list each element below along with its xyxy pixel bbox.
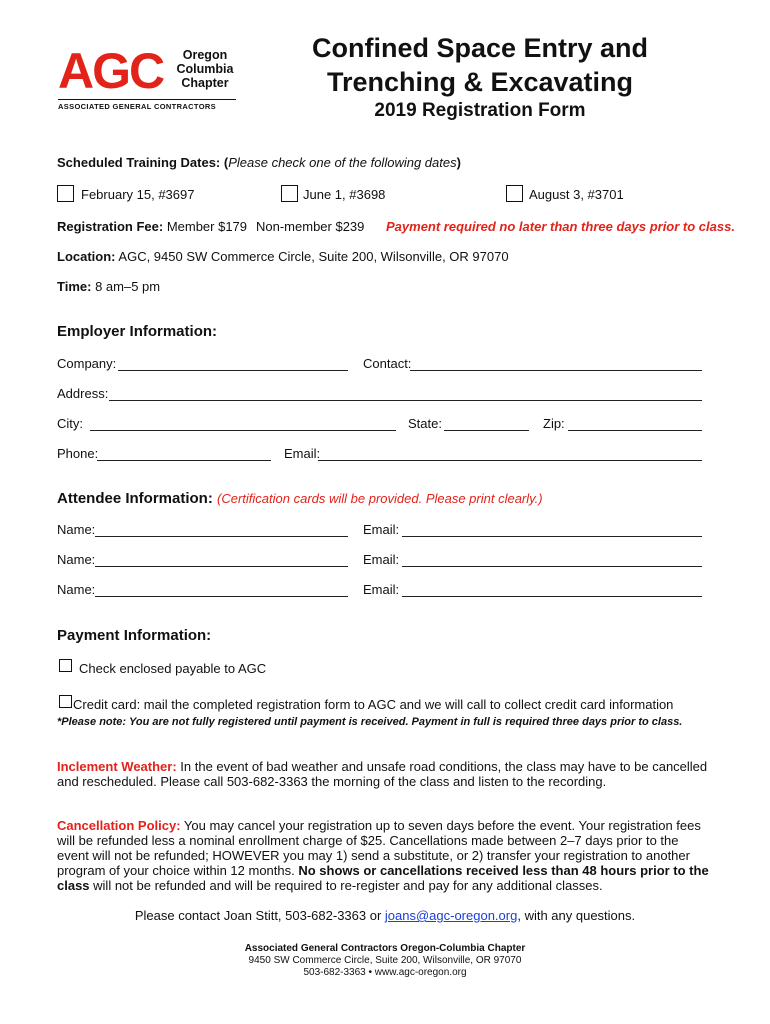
date-checkbox-jun[interactable] [281, 185, 298, 202]
attendee-email-field[interactable] [402, 566, 702, 567]
fee-label: Registration Fee: [57, 219, 164, 234]
weather-policy [57, 759, 717, 789]
weather-label: Inclement Weather: [57, 759, 177, 774]
attendee-email-field[interactable] [402, 596, 702, 597]
fee-row [57, 219, 247, 234]
attendee-name-field[interactable] [95, 596, 348, 597]
footer-address: 9450 SW Commerce Circle, Suite 200, Wilsonville, OR 97070 [248, 955, 522, 966]
cancellation-bold: No shows or cancellations received less than 48 hours prior to the class [57, 863, 709, 893]
attendee-email-label: Email: [363, 522, 400, 537]
phone-field[interactable] [97, 460, 271, 461]
company-field[interactable] [118, 370, 348, 371]
time-row [57, 279, 160, 294]
date-label-feb: February 15, #3697 [81, 187, 195, 202]
contact-label: Contact: [363, 356, 412, 371]
cancellation-label: Cancellation Policy: [57, 818, 181, 833]
logo-chapter [174, 48, 236, 90]
attendee-heading-text: Attendee Information: [57, 490, 213, 507]
attendee-name-label: Name: [57, 522, 96, 537]
attendee-email-field[interactable] [402, 536, 702, 537]
company-label: Company: [57, 356, 117, 371]
cancellation-text: You may cancel your registration up to seven days before the event. Your registration fees will be refunded less a nominal enrollment charge of $25. Cancellations made between 2–7 days prior to the event will not be refunded; HOWEVER you may 1) send a substitute, or 2) transfer your registration to another program of your choice within 12 months. [57, 818, 701, 878]
email-field[interactable] [318, 460, 702, 461]
attendee-name-field[interactable] [95, 566, 348, 567]
location-row [57, 249, 509, 264]
state-field[interactable] [444, 430, 529, 431]
attendee-name-field[interactable] [95, 536, 348, 537]
address-field[interactable] [109, 400, 702, 401]
fee-member: Member $179 [166, 219, 248, 234]
logo-subtitle: ASSOCIATED GENERAL CONTRACTORS [58, 102, 217, 111]
cancellation-tail: will not be refunded and will be required to re-register and pay for any additional classes. [89, 878, 603, 893]
card-payment-label: Credit card: mail the completed registration form to AGC and we will call to collect credit card information [73, 697, 674, 712]
contact-prefix: Please contact Joan Stitt, 503-682-3363 or [134, 908, 385, 923]
fee-nonmember: Non-member $239 [256, 219, 365, 234]
schedule-label: Scheduled Training Dates: [57, 155, 221, 170]
attendee-name-label: Name: [57, 552, 96, 567]
page-title: Confined Space Entry and [311, 33, 649, 63]
fee-notice: Payment required no later than three days prior to class. [386, 219, 735, 234]
email-label: Email: [284, 446, 321, 461]
time-label: Time: [57, 279, 92, 294]
check-payment-label: Check enclosed payable to AGC [79, 661, 267, 676]
date-label-aug: August 3, #3701 [529, 187, 624, 202]
attendee-note: (Certification cards will be provided. Please print clearly.) [217, 491, 543, 506]
schedule-instructions [57, 155, 461, 170]
contact-field[interactable] [410, 370, 702, 371]
paren: ( [220, 155, 229, 170]
attendee-email-label: Email: [363, 582, 400, 597]
paren: ) [456, 155, 461, 170]
attendee-email-label: Email: [363, 552, 400, 567]
check-payment-checkbox[interactable] [59, 659, 72, 672]
date-label-jun: June 1, #3698 [303, 187, 386, 202]
contact-email-link[interactable]: joans@agc-oregon.org [384, 908, 518, 923]
cancellation-policy [57, 818, 709, 893]
logo-chapter-line: Columbia [176, 62, 234, 76]
page-subtitle: 2019 Registration Form [374, 100, 586, 121]
card-payment-checkbox[interactable] [59, 695, 72, 708]
weather-text: In the event of bad weather and unsafe road conditions, the class may have to be cancelled and rescheduled. Please call 503-682-3363 the morning of the class and listen to the recording. [57, 759, 708, 789]
page-title-line2: Trenching & Excavating [326, 67, 634, 97]
city-label: City: [57, 416, 83, 431]
logo-chapter-line: Oregon [182, 48, 228, 62]
date-checkbox-aug[interactable] [506, 185, 523, 202]
logo-brand: AGC [58, 43, 164, 99]
date-checkbox-feb[interactable] [57, 185, 74, 202]
logo-chapter-line: Chapter [181, 76, 229, 90]
time-value: 8 am–5 pm [95, 279, 161, 294]
address-label: Address: [57, 386, 109, 401]
footer-org: Associated General Contractors Oregon-Columbia Chapter [244, 943, 526, 954]
location-label: Location: [57, 249, 116, 264]
heading-colon: : [212, 323, 218, 340]
zip-label: Zip: [543, 416, 565, 431]
location-value: AGC, 9450 SW Commerce Circle, Suite 200, Wilsonville, OR 97070 [118, 249, 509, 264]
attendee-heading [57, 490, 543, 507]
attendee-name-label: Name: [57, 582, 96, 597]
agc-logo [58, 43, 238, 111]
state-label: State: [408, 416, 442, 431]
payment-heading: Payment Information: [57, 627, 212, 644]
employer-heading-text: Employer Information [57, 323, 213, 340]
schedule-instruction: Please check one of the following dates [228, 155, 457, 170]
payment-note: *Please note: You are not fully registered until payment is received. Payment in full is required three days prior to class. [57, 716, 683, 728]
contact-line [0, 908, 770, 923]
zip-field[interactable] [568, 430, 702, 431]
contact-suffix: , with any questions. [517, 908, 636, 923]
footer-contact: 503-682-3363 • www.agc-oregon.org [303, 967, 467, 978]
employer-heading [57, 323, 217, 340]
phone-label: Phone: [57, 446, 99, 461]
city-field[interactable] [90, 430, 396, 431]
